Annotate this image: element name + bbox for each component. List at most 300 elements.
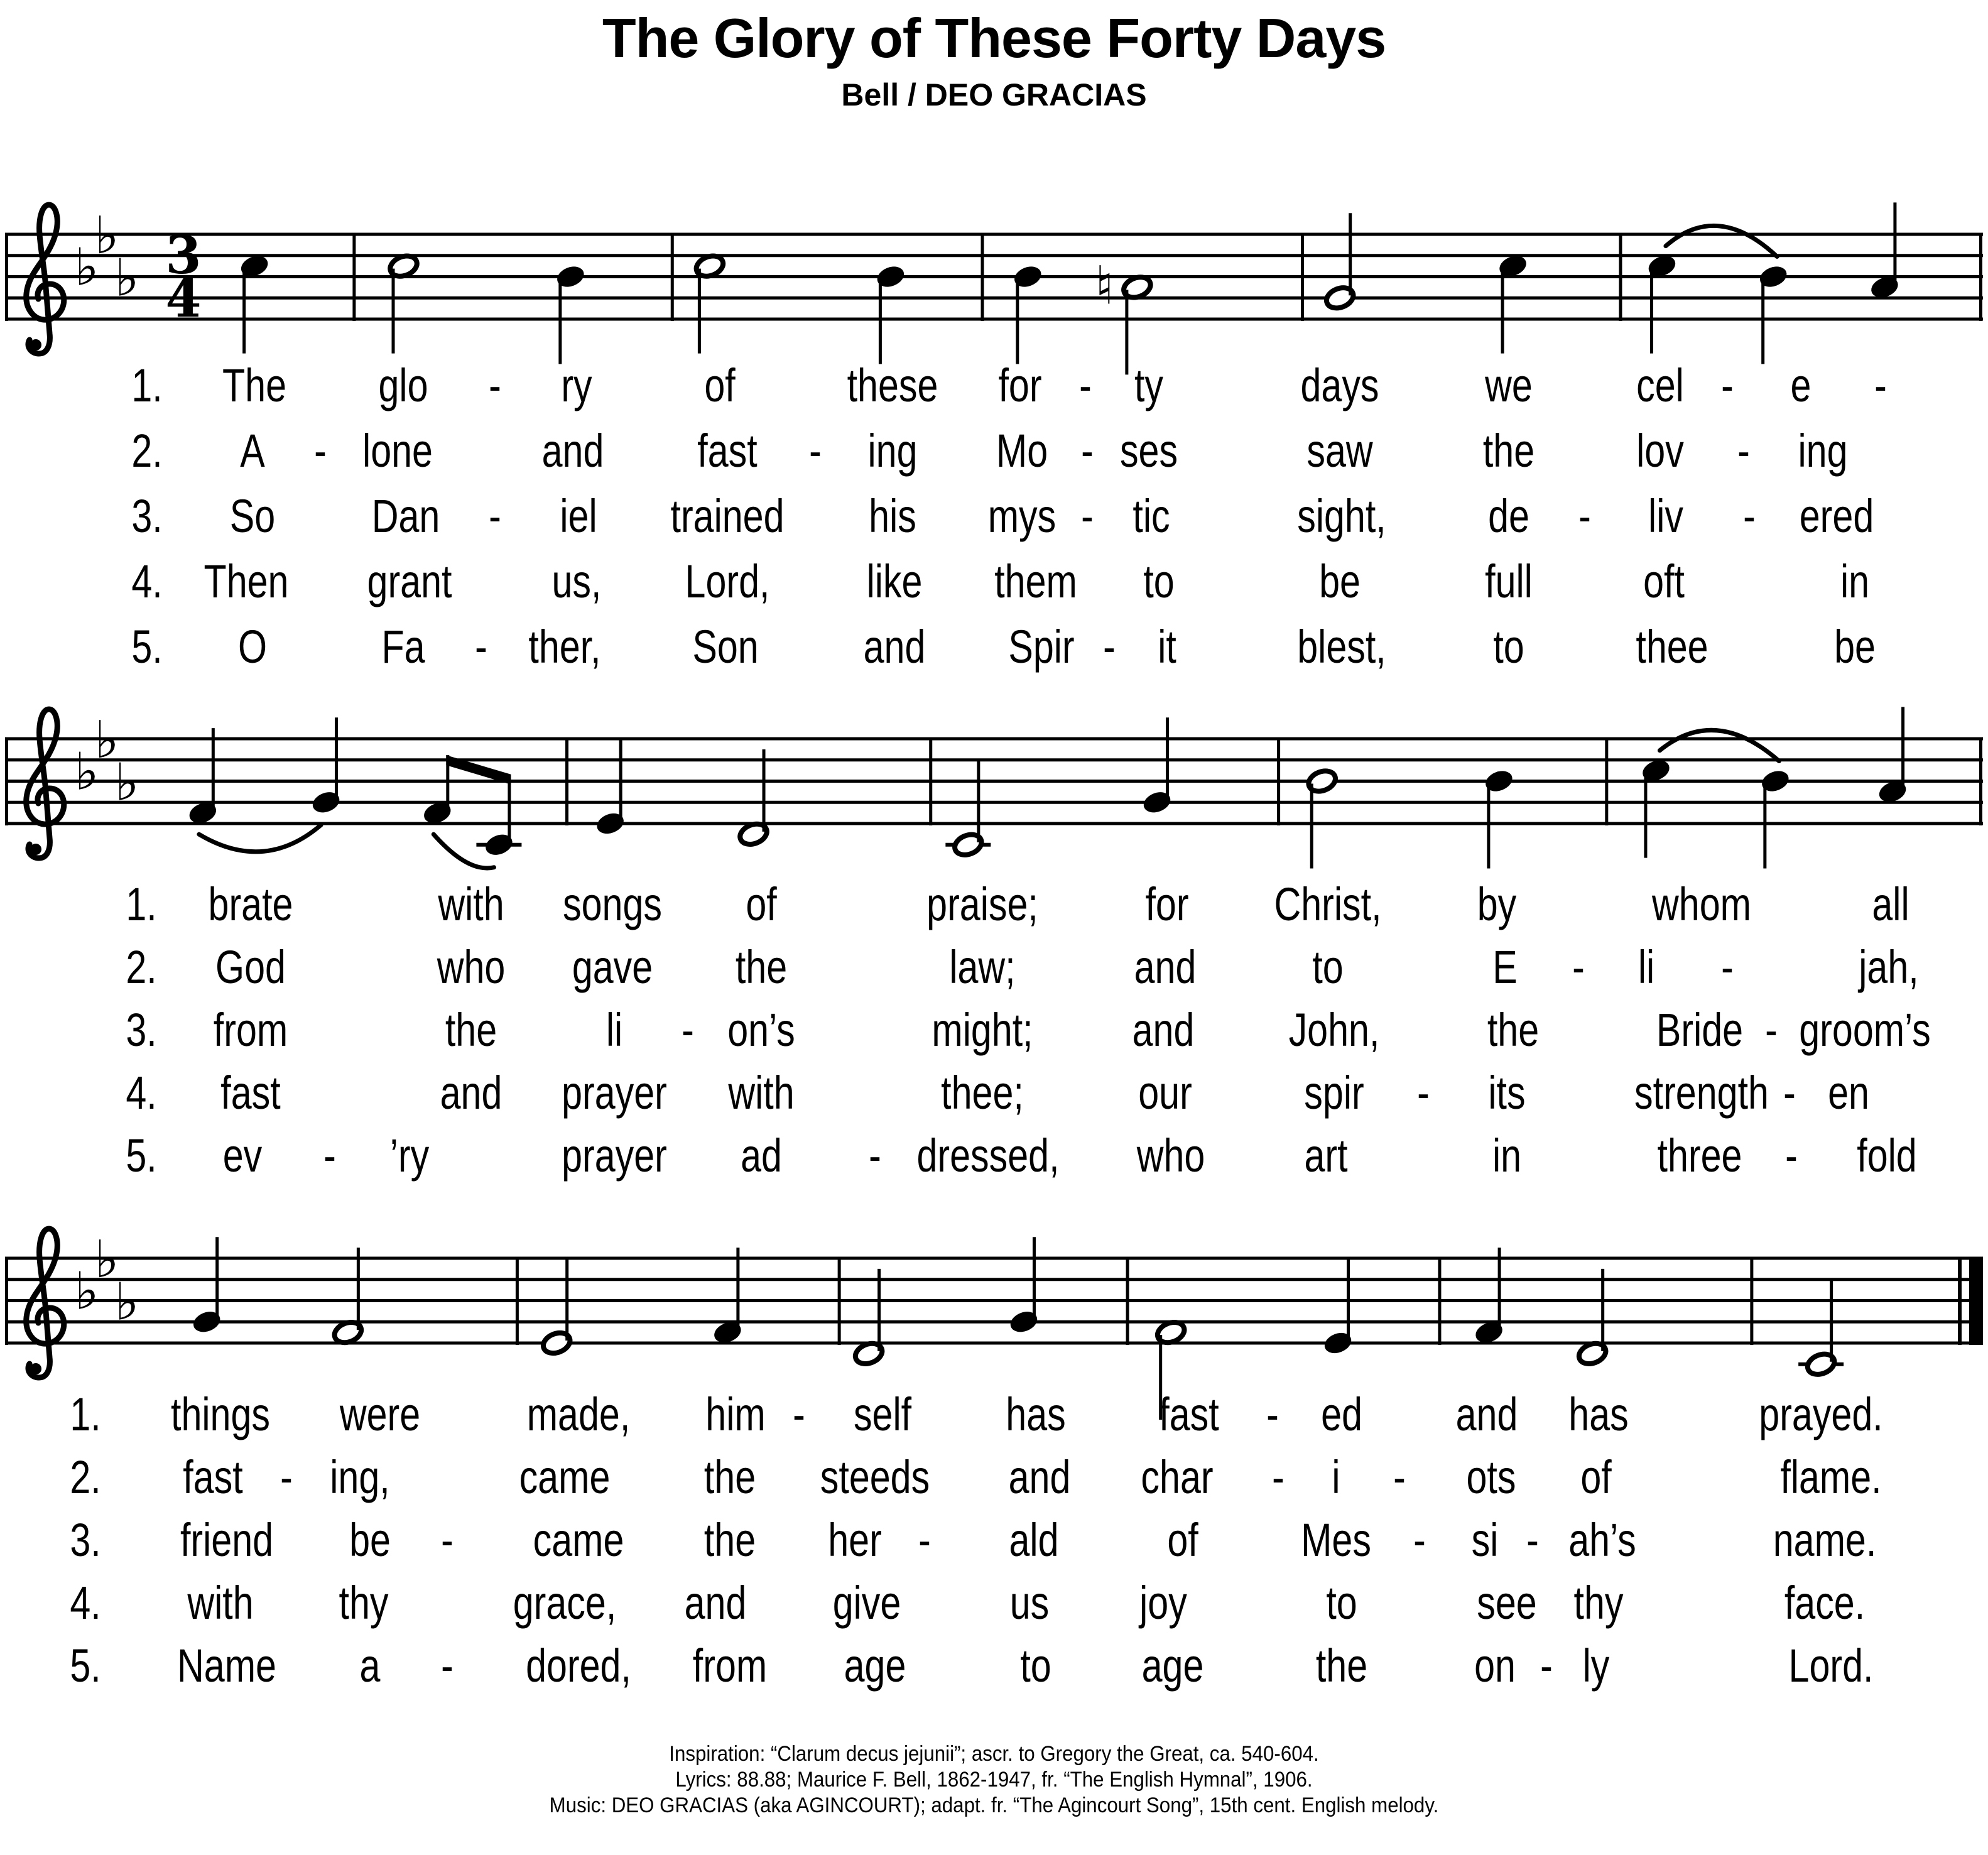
lyric-syllable: li: [1638, 941, 1654, 993]
lyric-syllable: the: [703, 1514, 756, 1566]
lyric-row: [0, 423, 1988, 479]
page-subtitle: Bell / DEO GRACIAS: [841, 77, 1147, 112]
lyric-syllable: made,: [526, 1388, 631, 1440]
note-stem: [1501, 269, 1504, 354]
flat-sign: ♭: [74, 237, 99, 298]
final-barline: [1969, 1257, 1983, 1345]
lyric-syllable: Bride: [1656, 1004, 1744, 1056]
lyric-syllable: -: [1103, 621, 1116, 673]
barline: [5, 737, 8, 825]
credits: [0, 1741, 1988, 1819]
barline: [1750, 1257, 1753, 1345]
lyric-syllable: grace,: [513, 1577, 617, 1629]
lyric-syllable: -: [1737, 425, 1750, 477]
verse-number: 3.: [70, 1514, 101, 1566]
lyric-syllable: -: [1393, 1451, 1406, 1503]
lyric-syllable: came: [519, 1451, 611, 1503]
lyric-syllable: e: [1791, 359, 1811, 411]
lyric-syllable: to: [1312, 941, 1344, 993]
lyric-syllable: Lord,: [685, 555, 770, 607]
lyric-syllable: -: [1526, 1514, 1540, 1566]
lyric-syllable: cel: [1636, 359, 1684, 411]
note-stem: [1166, 717, 1169, 800]
lyric-syllable: the: [703, 1451, 756, 1503]
lyric-syllable: by: [1477, 878, 1517, 930]
lyric-syllable: trained: [670, 490, 785, 542]
lyric-syllable: has: [1006, 1388, 1066, 1440]
verse-number: 2.: [131, 425, 163, 477]
lyric-syllable: sight,: [1297, 490, 1387, 542]
note-stem: [1761, 280, 1764, 364]
note-stem: [698, 269, 701, 354]
credit-lyrics: Lyrics: 88.88; Maurice F. Bell, 1862-1947, fr. “The English Hymnal”, 1906.: [675, 1768, 1313, 1792]
lyric-syllable: age: [844, 1640, 906, 1692]
verse-number: 1.: [70, 1388, 101, 1440]
lyric-syllable: -: [1578, 490, 1591, 542]
lyric-syllable: were: [339, 1388, 420, 1440]
lyric-syllable: we: [1485, 359, 1533, 411]
note-stem: [565, 1258, 568, 1341]
lyric-syllable: -: [793, 1388, 806, 1440]
lyric-syllable: the: [1316, 1640, 1368, 1692]
lyric-syllable: days: [1300, 359, 1379, 411]
lyric-syllable: be: [349, 1514, 391, 1566]
lyric-syllable: law;: [948, 941, 1016, 993]
lyric-syllable: -: [868, 1129, 881, 1182]
lyric-syllable: Spir: [1008, 621, 1075, 673]
barline: [565, 737, 568, 825]
lyric-syllable: John,: [1288, 1004, 1380, 1056]
lyric-syllable: songs: [562, 878, 662, 930]
note-stem: [619, 739, 622, 821]
lyric-syllable: i: [1332, 1451, 1340, 1503]
flat-sign: ♭: [94, 1229, 119, 1290]
lyric-syllable: and: [863, 621, 926, 673]
lyric-syllable: O: [237, 621, 267, 673]
lyric-syllable: a: [359, 1640, 381, 1692]
lyric-row: [0, 357, 1988, 414]
verse-number: 4.: [131, 555, 163, 607]
lyric-syllable: -: [1081, 425, 1094, 477]
lyric-syllable: from: [213, 1004, 288, 1056]
lyric-syllable: with: [438, 878, 504, 930]
lyric-syllable: -: [441, 1640, 454, 1692]
time-signature-numerator: 3: [165, 226, 202, 286]
treble-clef-icon: [26, 709, 64, 858]
verse-number: 4.: [70, 1577, 101, 1629]
note-stem: [1901, 707, 1904, 789]
lyric-syllable: lone: [362, 425, 433, 477]
note-stem: [1498, 1248, 1501, 1330]
lyric-syllable: joy: [1139, 1577, 1187, 1629]
lyric-syllable: ered: [1800, 490, 1874, 542]
verse-number: 5.: [126, 1129, 157, 1182]
flat-sign: ♭: [114, 248, 139, 308]
lyric-syllable: thy: [1573, 1577, 1624, 1629]
lyric-syllable: fast: [697, 425, 758, 477]
lyric-syllable: -: [1079, 359, 1092, 411]
verse-number: 3.: [131, 490, 163, 542]
lyric-syllable: give: [832, 1577, 901, 1629]
lyric-syllable: to: [1020, 1640, 1051, 1692]
lyric-syllable: age: [1141, 1640, 1204, 1692]
flat-sign: ♭: [114, 753, 139, 813]
lyric-row: [0, 1512, 1988, 1569]
lyric-row: [0, 1002, 1988, 1058]
lyric-syllable: dored,: [526, 1640, 631, 1692]
note-stem: [242, 269, 246, 354]
lyric-syllable: our: [1138, 1067, 1192, 1119]
note-stem: [558, 280, 562, 364]
lyric-syllable: fast: [220, 1067, 281, 1119]
lyric-syllable: thee;: [940, 1067, 1024, 1119]
note-stem: [391, 269, 394, 354]
lyric-syllable: fast: [182, 1451, 243, 1503]
lyric-syllable: blest,: [1297, 621, 1387, 673]
lyric-syllable: like: [866, 555, 923, 607]
lyric-syllable: three: [1657, 1129, 1742, 1182]
note-stem: [1893, 202, 1896, 285]
lyric-syllable: en: [1828, 1067, 1870, 1119]
lyric-syllable: gave: [572, 941, 653, 993]
lyric-syllable: and: [685, 1577, 747, 1629]
lyric-syllable: on: [1474, 1640, 1516, 1692]
lyric-syllable: and: [1132, 1004, 1194, 1056]
slur: [199, 825, 321, 852]
lyric-syllable: God: [215, 941, 286, 993]
barline: [5, 1257, 8, 1345]
treble-clef-icon: [26, 205, 64, 354]
treble-clef-icon: [26, 1229, 64, 1378]
lyric-syllable: who: [437, 941, 506, 993]
lyric-syllable: -: [280, 1451, 293, 1503]
lyric-syllable: for: [1145, 878, 1189, 930]
lyric-syllable: -: [682, 1004, 694, 1056]
barline: [1126, 1257, 1129, 1345]
lyric-syllable: steeds: [820, 1451, 930, 1503]
lyric-syllable: be: [1834, 621, 1876, 673]
barline: [1605, 737, 1608, 825]
lyric-syllable: -: [1266, 1388, 1279, 1440]
note-stem: [1347, 1258, 1350, 1341]
barline: [1301, 233, 1304, 321]
lyric-syllable: in: [1840, 555, 1869, 607]
lyric-row: [0, 488, 1988, 545]
lyric-syllable: and: [1008, 1451, 1071, 1503]
barline: [929, 737, 932, 825]
lyric-syllable: face.: [1784, 1577, 1866, 1629]
verse-number: 1.: [126, 878, 157, 930]
lyric-syllable: Fa: [381, 621, 426, 673]
lyric-syllable: to: [1326, 1577, 1358, 1629]
time-signature-denominator: 4: [165, 269, 202, 329]
lyric-syllable: of: [704, 359, 736, 411]
lyric-syllable: de: [1488, 490, 1530, 542]
lyric-row: [0, 1575, 1988, 1631]
lyric-syllable: ed: [1321, 1388, 1363, 1440]
note-stem: [1033, 1237, 1036, 1319]
lyric-syllable: ots: [1466, 1451, 1516, 1503]
note-stem: [879, 280, 882, 364]
verse-number: 5.: [70, 1640, 101, 1692]
lyric-syllable: them: [994, 555, 1077, 607]
lyric-syllable: ev: [222, 1129, 263, 1182]
lyric-syllable: si: [1471, 1514, 1499, 1566]
lyric-syllable: -: [808, 425, 822, 477]
lyric-syllable: self: [854, 1388, 912, 1440]
lyric-syllable: has: [1568, 1388, 1629, 1440]
slur: [1666, 226, 1777, 256]
page-title: The Glory of These Forty Days: [602, 7, 1386, 69]
lyric-syllable: groom’s: [1799, 1004, 1931, 1056]
lyric-syllable: So: [229, 490, 276, 542]
barline: [1979, 233, 1982, 321]
lyric-syllable: -: [918, 1514, 931, 1566]
lyric-syllable: ses: [1120, 425, 1178, 477]
lyric-syllable: thee: [1636, 621, 1708, 673]
note-stem: [977, 760, 980, 842]
lyric-syllable: all: [1872, 878, 1909, 930]
lyric-syllable: to: [1143, 555, 1175, 607]
barline: [352, 233, 356, 321]
lyric-syllable: him: [705, 1388, 766, 1440]
lyric-syllable: iel: [560, 490, 597, 542]
lyric-row: [0, 553, 1988, 610]
lyric-syllable: The: [222, 359, 287, 411]
lyric-syllable: might;: [931, 1004, 1033, 1056]
lyric-syllable: and: [1134, 941, 1197, 993]
lyric-syllable: his: [869, 490, 916, 542]
credit-inspiration: Inspiration: “Clarum decus jejunii”; ascr. to Gregory the Great, ca. 540-604.: [669, 1742, 1319, 1766]
lyric-syllable: -: [489, 359, 501, 411]
verse-number: 1.: [131, 359, 163, 411]
lyric-syllable: fold: [1856, 1129, 1917, 1182]
lyric-syllable: us: [1010, 1577, 1050, 1629]
lyric-syllable: came: [533, 1514, 624, 1566]
lyric-syllable: saw: [1306, 425, 1373, 477]
verse-number: 4.: [126, 1067, 157, 1119]
lyric-syllable: its: [1488, 1067, 1526, 1119]
lyric-syllable: and: [541, 425, 604, 477]
note-stem: [1487, 784, 1490, 869]
lyric-syllable: -: [1272, 1451, 1285, 1503]
flat-sign: ♭: [94, 205, 119, 266]
barline: [1277, 737, 1280, 825]
lyric-syllable: name.: [1773, 1514, 1877, 1566]
lyric-syllable: and: [440, 1067, 502, 1119]
lyric-syllable: oft: [1643, 555, 1685, 607]
flat-sign: ♭: [114, 1272, 139, 1332]
lyric-syllable: -: [1765, 1004, 1778, 1056]
lyric-syllable: to: [1493, 621, 1524, 673]
lyric-syllable: ’ry: [389, 1129, 430, 1182]
lyric-syllable: whom: [1652, 878, 1752, 930]
lyric-row: [0, 1449, 1988, 1506]
lyric-syllable: glo: [378, 359, 428, 411]
lyric-syllable: thy: [339, 1577, 389, 1629]
lyric-syllable: grant: [367, 555, 452, 607]
lyric-syllable: on’s: [727, 1004, 795, 1056]
lyric-syllable: praise;: [926, 878, 1038, 930]
note-stem: [212, 728, 215, 810]
lyric-syllable: Dan: [371, 490, 440, 542]
lyric-syllable: -: [1783, 1067, 1796, 1119]
lyric-syllable: -: [1413, 1514, 1426, 1566]
barline: [5, 233, 8, 321]
note-stem: [1763, 784, 1766, 869]
lyric-syllable: ty: [1134, 359, 1164, 411]
lyric-syllable: -: [441, 1514, 454, 1566]
lyric-row: [0, 939, 1988, 996]
barline: [1438, 1257, 1441, 1345]
lyric-syllable: for: [998, 359, 1042, 411]
barline: [838, 1257, 841, 1345]
lyric-row: [0, 1128, 1988, 1184]
verse-number: 3.: [126, 1004, 157, 1056]
lyric-syllable: -: [1721, 941, 1734, 993]
note-stem: [1016, 280, 1019, 364]
lyric-syllable: tic: [1132, 490, 1170, 542]
lyric-syllable: ah’s: [1568, 1514, 1636, 1566]
lyric-syllable: mys: [987, 490, 1056, 542]
lyric-syllable: Son: [692, 621, 759, 673]
lyric-syllable: dressed,: [916, 1129, 1060, 1182]
lyric-syllable: spir: [1304, 1067, 1364, 1119]
lyric-syllable: -: [1874, 359, 1887, 411]
lyric-syllable: brate: [208, 878, 293, 930]
note-stem: [1830, 1280, 1833, 1362]
lyric-syllable: ing,: [330, 1451, 390, 1503]
note-stem: [877, 1269, 881, 1351]
lyric-syllable: and: [1456, 1388, 1518, 1440]
lyric-syllable: Christ,: [1274, 878, 1382, 930]
lyric-syllable: things: [171, 1388, 271, 1440]
verse-number: 2.: [126, 941, 157, 993]
lyric-syllable: of: [1167, 1514, 1198, 1566]
lyric-syllable: with: [187, 1577, 254, 1629]
lyric-syllable: -: [1743, 490, 1756, 542]
lyric-syllable: Then: [204, 555, 289, 607]
note-stem: [215, 1237, 219, 1319]
lyric-syllable: -: [1417, 1067, 1430, 1119]
barline: [516, 1257, 519, 1345]
lyric-syllable: ry: [561, 359, 592, 411]
lyric-syllable: A: [240, 425, 265, 477]
lyric-syllable: us,: [551, 555, 602, 607]
note-stem: [508, 775, 511, 842]
verse-number: 2.: [70, 1451, 101, 1503]
lyric-syllable: ad: [741, 1129, 783, 1182]
note-stem: [1601, 1269, 1604, 1351]
lyric-syllable: char: [1141, 1451, 1214, 1503]
note-stem: [1650, 269, 1653, 354]
lyric-syllable: ing: [867, 425, 918, 477]
lyric-syllable: -: [475, 621, 487, 673]
flat-sign: ♭: [74, 1261, 99, 1322]
flat-sign: ♭: [74, 742, 99, 802]
lyric-syllable: ther,: [528, 621, 601, 673]
lyric-syllable: Name: [177, 1640, 276, 1692]
lyric-syllable: -: [1081, 490, 1094, 542]
lyric-syllable: liv: [1648, 490, 1684, 542]
slur: [433, 834, 494, 868]
lyric-syllable: friend: [180, 1514, 273, 1566]
note-stem: [1349, 213, 1352, 295]
lyric-syllable: see: [1477, 1577, 1537, 1629]
lyric-syllable: -: [1540, 1640, 1553, 1692]
lyric-syllable: -: [313, 425, 327, 477]
lyric-syllable: fast: [1158, 1388, 1219, 1440]
lyric-syllable: the: [1483, 425, 1535, 477]
lyric-syllable: ing: [1798, 425, 1848, 477]
lyric-syllable: with: [728, 1067, 795, 1119]
barline: [1619, 233, 1622, 321]
final-barline: [1958, 1257, 1962, 1345]
lyric-syllable: of: [1580, 1451, 1612, 1503]
lyric-row: [0, 619, 1988, 675]
lyric-syllable: strength: [1634, 1067, 1769, 1119]
lyric-syllable: prayer: [562, 1067, 667, 1119]
note-stem: [357, 1248, 360, 1330]
note-stem: [1644, 773, 1647, 858]
verse-number: 5.: [131, 621, 163, 673]
lyric-syllable: art: [1304, 1129, 1348, 1182]
lyric-syllable: -: [1784, 1129, 1798, 1182]
lyric-syllable: lov: [1636, 425, 1684, 477]
natural-sign: ♮: [1095, 254, 1114, 317]
lyric-syllable: the: [1487, 1004, 1539, 1056]
lyric-syllable: Mo: [996, 425, 1048, 477]
lyric-syllable: the: [736, 941, 788, 993]
lyric-syllable: ly: [1583, 1640, 1610, 1692]
lyric-syllable: li: [606, 1004, 623, 1056]
lyric-syllable: the: [445, 1004, 497, 1056]
note-stem: [763, 749, 766, 832]
lyric-syllable: of: [746, 878, 777, 930]
credit-music: Music: DEO GRACIAS (aka AGINCOURT); adapt. fr. “The Agincourt Song”, 15th cent. English melody.: [549, 1793, 1439, 1817]
lyric-syllable: Lord.: [1788, 1640, 1874, 1692]
lyric-syllable: prayer: [562, 1129, 667, 1182]
note-stem: [736, 1248, 739, 1330]
barline: [1979, 737, 1982, 825]
barline: [671, 233, 674, 321]
lyric-syllable: these: [847, 359, 938, 411]
lyric-row: [0, 1386, 1988, 1443]
lyric-syllable: -: [1721, 359, 1734, 411]
lyric-syllable: who: [1136, 1129, 1205, 1182]
lyric-syllable: Mes: [1300, 1514, 1371, 1566]
lyric-syllable: in: [1492, 1129, 1522, 1182]
lyric-syllable: E: [1492, 941, 1518, 993]
lyric-syllable: be: [1319, 555, 1361, 607]
note-stem: [335, 717, 338, 800]
lyric-syllable: flame.: [1780, 1451, 1882, 1503]
lyric-row: [0, 1638, 1988, 1694]
lyric-syllable: prayed.: [1759, 1388, 1883, 1440]
lyric-syllable: it: [1158, 621, 1176, 673]
barline: [981, 233, 984, 321]
slur: [1659, 730, 1779, 761]
flat-sign: ♭: [94, 710, 119, 770]
lyric-row: [0, 876, 1988, 933]
lyric-row: [0, 1065, 1988, 1121]
lyric-syllable: -: [489, 490, 501, 542]
lyric-syllable: ald: [1009, 1514, 1059, 1566]
lyric-syllable: her: [828, 1514, 882, 1566]
lyric-syllable: -: [1572, 941, 1585, 993]
lyric-syllable: jah,: [1859, 941, 1919, 993]
lyric-syllable: full: [1485, 555, 1533, 607]
